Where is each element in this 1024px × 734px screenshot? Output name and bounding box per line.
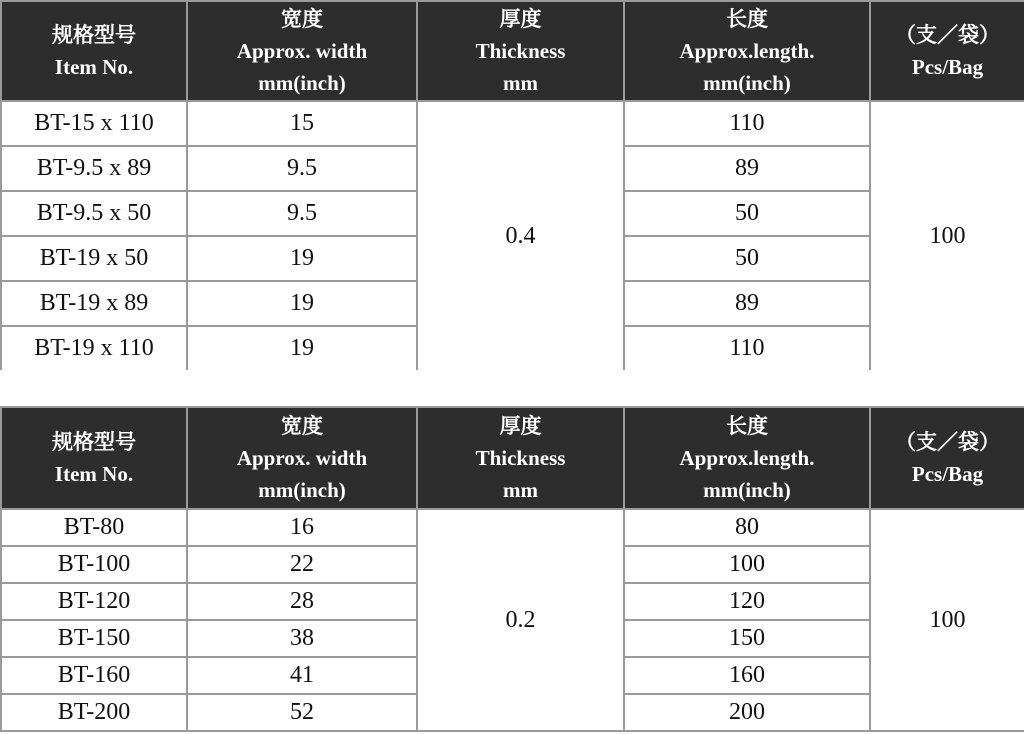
table-header-row [1, 407, 1024, 509]
header-length-unit: mm(inch) [703, 71, 791, 95]
cell-pcs-bag: 100 [870, 101, 1024, 371]
cell-width: 52 [187, 694, 417, 731]
header-width-zh: 宽度 [281, 7, 323, 31]
header-pcs-en: Pcs/Bag [911, 55, 984, 79]
cell-length: 120 [624, 583, 870, 620]
cell-item-no: BT-120 [1, 583, 187, 620]
cell-length: 89 [624, 146, 870, 191]
cell-width: 22 [187, 546, 417, 583]
header-pcs-bag [870, 1, 1024, 101]
table-divider-space [0, 370, 1024, 406]
spec-table-2 [0, 406, 1024, 732]
cell-width: 41 [187, 657, 417, 694]
cell-item-no: BT-9.5 x 50 [1, 191, 187, 236]
header-thickness-en: Thickness [475, 446, 566, 470]
header-length-en: Approx.length. [679, 446, 815, 470]
cell-length: 110 [624, 326, 870, 371]
header-thickness [417, 407, 624, 509]
cell-width: 9.5 [187, 146, 417, 191]
header-length [624, 407, 870, 509]
header-item-no [1, 407, 187, 509]
cell-width: 15 [187, 101, 417, 146]
header-length-zh: 长度 [726, 414, 768, 438]
header-width-zh: 宽度 [281, 414, 323, 438]
cell-width: 9.5 [187, 191, 417, 236]
cell-length: 160 [624, 657, 870, 694]
header-thickness-unit: mm [503, 71, 538, 95]
cell-width: 38 [187, 620, 417, 657]
cell-item-no: BT-150 [1, 620, 187, 657]
header-width [187, 407, 417, 509]
header-pcs-bag [870, 407, 1024, 509]
cell-item-no: BT-19 x 50 [1, 236, 187, 281]
cell-length: 100 [624, 546, 870, 583]
cell-item-no: BT-160 [1, 657, 187, 694]
cell-item-no: BT-15 x 110 [1, 101, 187, 146]
header-thickness-en: Thickness [475, 39, 566, 63]
table-row [1, 509, 1024, 546]
cell-width: 19 [187, 326, 417, 371]
cell-length: 89 [624, 281, 870, 326]
header-item-no-en: Item No. [54, 55, 134, 79]
cell-item-no: BT-19 x 110 [1, 326, 187, 371]
cell-width: 16 [187, 509, 417, 546]
cell-item-no: BT-80 [1, 509, 187, 546]
header-item-no-en: Item No. [54, 462, 134, 486]
cell-thickness: 0.2 [417, 509, 624, 731]
header-width-en: Approx. width [236, 446, 368, 470]
header-item-no-zh: 规格型号 [52, 430, 136, 454]
header-length-en: Approx.length. [679, 39, 815, 63]
header-thickness [417, 1, 624, 101]
header-thickness-zh: 厚度 [499, 7, 542, 31]
header-length-unit: mm(inch) [703, 478, 791, 502]
header-item-no [1, 1, 187, 101]
header-width-en: Approx. width [236, 39, 368, 63]
header-item-no-zh: 规格型号 [52, 23, 136, 47]
header-pcs-en: Pcs/Bag [911, 462, 984, 486]
cell-item-no: BT-200 [1, 694, 187, 731]
table-header-row [1, 1, 1024, 101]
cell-width: 19 [187, 236, 417, 281]
cell-length: 150 [624, 620, 870, 657]
header-width-unit: mm(inch) [258, 71, 346, 95]
header-length-zh: 长度 [726, 7, 768, 31]
cell-width: 19 [187, 281, 417, 326]
table-row [1, 101, 1024, 146]
header-thickness-zh: 厚度 [499, 414, 542, 438]
cell-length: 50 [624, 236, 870, 281]
cell-length: 50 [624, 191, 870, 236]
header-width-unit: mm(inch) [258, 478, 346, 502]
cell-thickness: 0.4 [417, 101, 624, 371]
cell-length: 110 [624, 101, 870, 146]
header-pcs-zh: （支／袋） [895, 23, 1000, 47]
cell-width: 28 [187, 583, 417, 620]
cell-item-no: BT-19 x 89 [1, 281, 187, 326]
cell-length: 80 [624, 509, 870, 546]
cell-item-no: BT-100 [1, 546, 187, 583]
cell-pcs-bag: 100 [870, 509, 1024, 731]
header-pcs-zh: （支／袋） [895, 430, 1000, 454]
cell-item-no: BT-9.5 x 89 [1, 146, 187, 191]
cell-length: 200 [624, 694, 870, 731]
header-width [187, 1, 417, 101]
header-thickness-unit: mm [503, 478, 538, 502]
header-length [624, 1, 870, 101]
